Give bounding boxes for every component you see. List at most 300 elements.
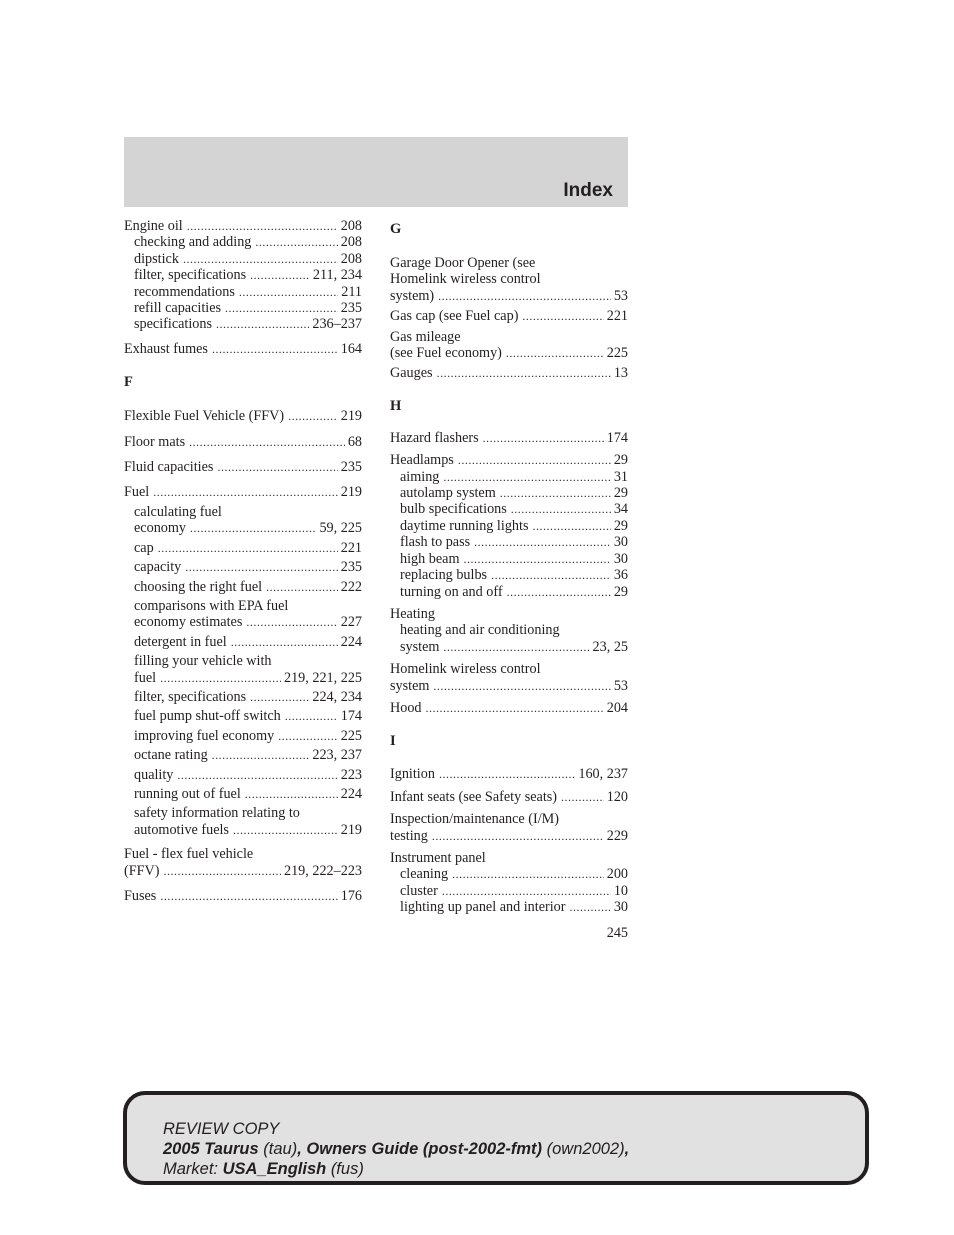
index-term: high beam bbox=[400, 550, 460, 567]
section-letter: H bbox=[390, 397, 402, 414]
market-line bbox=[163, 1159, 629, 1179]
index-term: filter, specifications bbox=[134, 688, 247, 705]
index-line bbox=[390, 430, 628, 446]
index-line bbox=[124, 863, 362, 879]
index-entry bbox=[390, 789, 628, 805]
index-term: Instrument panel bbox=[390, 849, 486, 866]
index-line bbox=[390, 700, 628, 716]
index-subentry bbox=[124, 653, 362, 686]
dot-leader bbox=[212, 341, 338, 357]
index-line bbox=[134, 234, 362, 250]
index-entry bbox=[390, 850, 628, 866]
index-line bbox=[390, 452, 628, 468]
dot-leader bbox=[231, 634, 338, 650]
index-term: calculating fuel bbox=[134, 503, 222, 520]
dot-leader bbox=[246, 614, 337, 630]
index-line bbox=[134, 559, 362, 575]
index-subentry bbox=[390, 501, 628, 517]
dot-leader bbox=[522, 308, 603, 324]
dot-leader bbox=[216, 316, 309, 332]
index-line bbox=[134, 614, 362, 630]
index-term: Inspection/maintenance (I/M) bbox=[390, 811, 560, 828]
dot-leader bbox=[177, 767, 337, 783]
model-code: (tau) bbox=[263, 1140, 298, 1158]
index-entry bbox=[390, 255, 628, 304]
index-line bbox=[134, 670, 362, 686]
index-line bbox=[134, 267, 362, 283]
index-term: turning on and off bbox=[400, 583, 503, 600]
page-reference: 34 bbox=[613, 501, 628, 518]
index-term: economy bbox=[134, 520, 187, 537]
index-subentry bbox=[124, 786, 362, 802]
index-entry bbox=[124, 888, 362, 904]
page-reference: 23, 25 bbox=[592, 638, 628, 655]
index-line bbox=[390, 850, 628, 866]
index-term: lighting up panel and interior bbox=[400, 899, 566, 916]
index-term: Engine oil bbox=[124, 218, 183, 234]
index-line bbox=[390, 811, 628, 827]
page-reference: 229 bbox=[606, 827, 628, 844]
index-entry bbox=[124, 846, 362, 879]
guide-code: (own2002) bbox=[546, 1140, 625, 1158]
page-reference: 235 bbox=[340, 559, 362, 576]
index-subentry bbox=[390, 899, 628, 915]
dot-leader bbox=[506, 345, 604, 361]
dot-leader bbox=[452, 866, 604, 882]
page-reference: 53 bbox=[613, 287, 628, 304]
index-line bbox=[134, 689, 362, 705]
index-term: cleaning bbox=[400, 866, 449, 883]
index-line bbox=[134, 251, 362, 267]
review-copy-label: REVIEW COPY bbox=[163, 1120, 280, 1138]
page-reference: 29 bbox=[613, 485, 628, 502]
dot-leader bbox=[464, 551, 611, 567]
index-term: Fuses bbox=[124, 888, 157, 904]
index-line bbox=[124, 434, 362, 450]
index-subentry bbox=[390, 883, 628, 899]
index-subentry bbox=[124, 316, 362, 332]
market-code: (fus) bbox=[330, 1160, 364, 1178]
index-line bbox=[400, 567, 628, 583]
dot-leader bbox=[500, 485, 611, 501]
index-subentry bbox=[124, 708, 362, 724]
index-term: specifications bbox=[134, 316, 213, 333]
index-line bbox=[134, 598, 362, 614]
index-entry bbox=[124, 408, 362, 424]
index-subentry bbox=[124, 559, 362, 575]
page-reference: 211 bbox=[341, 283, 362, 300]
index-term: filling your vehicle with bbox=[134, 653, 272, 670]
index-subentry bbox=[390, 866, 628, 882]
page-reference: 208 bbox=[340, 234, 362, 251]
index-term: Floor mats bbox=[124, 433, 186, 450]
index-line bbox=[400, 518, 628, 534]
left-index-column bbox=[124, 218, 362, 904]
index-line bbox=[400, 622, 628, 638]
dot-leader bbox=[163, 863, 280, 879]
index-term: autolamp system bbox=[400, 485, 496, 502]
index-line bbox=[390, 345, 628, 361]
index-term: system bbox=[400, 638, 440, 655]
index-line bbox=[400, 639, 628, 655]
index-subentry bbox=[124, 767, 362, 783]
index-subentry bbox=[390, 518, 628, 534]
index-subentry bbox=[124, 504, 362, 537]
dot-leader bbox=[439, 766, 575, 782]
index-line bbox=[134, 540, 362, 556]
page-reference: 219, 221, 225 bbox=[283, 669, 362, 686]
index-line bbox=[400, 883, 628, 899]
index-subentry bbox=[124, 805, 362, 838]
index-subentry bbox=[390, 534, 628, 550]
document-info-line bbox=[163, 1139, 629, 1159]
index-line bbox=[134, 786, 362, 802]
dot-leader bbox=[266, 579, 338, 595]
dot-leader bbox=[189, 434, 345, 450]
index-line bbox=[390, 789, 628, 805]
index-term: Gas cap (see Fuel cap) bbox=[390, 308, 519, 325]
index-term: fuel bbox=[134, 669, 157, 686]
page-reference: 30 bbox=[613, 550, 628, 567]
index-entry bbox=[124, 341, 362, 357]
index-subentry bbox=[390, 469, 628, 485]
index-subentry bbox=[124, 234, 362, 250]
index-line bbox=[390, 271, 628, 287]
index-line bbox=[400, 469, 628, 485]
index-subentry bbox=[390, 485, 628, 501]
dot-leader bbox=[217, 459, 337, 475]
index-line bbox=[134, 805, 362, 821]
index-line bbox=[134, 708, 362, 724]
index-line bbox=[134, 747, 362, 763]
page-reference: 174 bbox=[606, 429, 628, 446]
index-line bbox=[124, 459, 362, 475]
page-reference: 227 bbox=[340, 614, 362, 631]
index-term: heating and air conditioning bbox=[400, 622, 560, 639]
dot-leader bbox=[185, 559, 337, 575]
index-term: system) bbox=[390, 287, 435, 304]
index-line bbox=[134, 822, 362, 838]
index-term: filter, specifications bbox=[134, 267, 247, 284]
dot-leader bbox=[438, 288, 611, 304]
dot-leader bbox=[250, 689, 309, 705]
index-term: choosing the right fuel bbox=[134, 578, 263, 595]
section-letter: F bbox=[124, 374, 133, 391]
index-header-band bbox=[124, 137, 628, 207]
index-entry bbox=[390, 766, 628, 782]
section-letter: G bbox=[390, 221, 402, 237]
market-name: USA_English bbox=[222, 1160, 327, 1178]
index-subentry bbox=[124, 300, 362, 316]
page-reference: 13 bbox=[613, 365, 628, 382]
index-subentry bbox=[124, 598, 362, 631]
review-copy-box bbox=[123, 1091, 869, 1185]
dot-leader bbox=[250, 267, 310, 283]
model-name: 2005 Taurus bbox=[163, 1140, 259, 1158]
index-term: Exhaust fumes bbox=[124, 340, 208, 357]
index-entry bbox=[390, 329, 628, 362]
index-term: checking and adding bbox=[134, 234, 252, 251]
index-subentry bbox=[390, 622, 628, 655]
index-line bbox=[124, 846, 362, 862]
index-term: safety information relating to bbox=[134, 805, 300, 822]
dot-leader bbox=[153, 484, 337, 500]
index-line bbox=[134, 579, 362, 595]
index-term: system bbox=[390, 677, 430, 694]
index-term: Ignition bbox=[390, 766, 435, 783]
index-term: economy estimates bbox=[134, 614, 243, 631]
index-line bbox=[390, 329, 628, 345]
dot-leader bbox=[158, 540, 338, 556]
page-reference: 53 bbox=[613, 677, 628, 694]
index-entry bbox=[390, 606, 628, 622]
index-subentry bbox=[124, 689, 362, 705]
index-entry bbox=[390, 430, 628, 446]
index-term: (see Fuel economy) bbox=[390, 345, 502, 362]
index-term: quality bbox=[134, 766, 174, 783]
page-reference: 204 bbox=[606, 699, 628, 716]
index-entry bbox=[390, 661, 628, 694]
index-line bbox=[400, 534, 628, 550]
index-entry bbox=[390, 700, 628, 716]
index-entry bbox=[390, 811, 628, 844]
page-reference: 68 bbox=[347, 433, 362, 450]
page-reference: 219 bbox=[340, 821, 362, 838]
page-reference: 29 bbox=[613, 517, 628, 534]
dot-leader bbox=[239, 284, 338, 300]
guide-name: Owners Guide (post-2002-fmt) bbox=[306, 1140, 543, 1158]
index-subentry bbox=[124, 747, 362, 763]
page-reference: 224 bbox=[340, 633, 362, 650]
index-entry bbox=[124, 484, 362, 500]
dot-leader bbox=[285, 708, 338, 724]
index-line bbox=[390, 678, 628, 694]
dot-leader bbox=[225, 300, 338, 316]
index-term: detergent in fuel bbox=[134, 633, 227, 650]
dot-leader bbox=[433, 678, 610, 694]
index-line bbox=[390, 255, 628, 271]
index-line bbox=[124, 341, 362, 357]
page-reference: 224 bbox=[340, 785, 362, 802]
page-reference: 174 bbox=[340, 708, 362, 725]
dot-leader bbox=[491, 567, 611, 583]
dot-leader bbox=[233, 822, 338, 838]
index-line bbox=[390, 766, 628, 782]
page-reference: 31 bbox=[613, 468, 628, 485]
dot-leader bbox=[160, 670, 281, 686]
page-reference: 36 bbox=[613, 567, 628, 584]
index-line bbox=[134, 767, 362, 783]
dot-leader bbox=[426, 700, 604, 716]
index-term: Gauges bbox=[390, 365, 433, 382]
index-line bbox=[124, 888, 362, 904]
page-reference: 235 bbox=[340, 459, 362, 476]
index-subentry bbox=[124, 251, 362, 267]
dot-leader bbox=[443, 469, 610, 485]
index-term: comparisons with EPA fuel bbox=[134, 597, 289, 614]
dot-leader bbox=[483, 430, 604, 446]
page-reference: 30 bbox=[613, 899, 628, 916]
dot-leader bbox=[432, 828, 604, 844]
page-reference: 208 bbox=[340, 218, 362, 234]
index-line bbox=[400, 584, 628, 600]
dot-leader bbox=[190, 520, 316, 536]
index-subentry bbox=[390, 584, 628, 600]
index-subentry bbox=[124, 728, 362, 744]
index-subentry bbox=[124, 579, 362, 595]
index-term: capacity bbox=[134, 559, 182, 576]
index-line bbox=[390, 606, 628, 622]
index-entry bbox=[390, 452, 628, 468]
index-term: Fuel - flex fuel vehicle bbox=[124, 846, 254, 863]
index-line bbox=[390, 661, 628, 677]
page-reference: 10 bbox=[613, 882, 628, 899]
index-term: Fluid capacities bbox=[124, 459, 214, 476]
index-entry bbox=[390, 365, 628, 381]
separator: , bbox=[297, 1140, 302, 1158]
index-term: Garage Door Opener (see bbox=[390, 255, 536, 271]
index-term: automotive fuels bbox=[134, 821, 229, 838]
right-index-column bbox=[390, 218, 628, 916]
index-line bbox=[124, 218, 362, 234]
index-line bbox=[134, 728, 362, 744]
index-term: cluster bbox=[400, 882, 438, 899]
index-term: improving fuel economy bbox=[134, 727, 275, 744]
page-reference: 236–237 bbox=[312, 316, 362, 333]
dot-leader bbox=[183, 251, 338, 267]
index-term: Fuel bbox=[124, 484, 150, 501]
index-line bbox=[134, 504, 362, 520]
dot-leader bbox=[442, 883, 611, 899]
index-entry bbox=[390, 308, 628, 324]
index-subentry bbox=[124, 284, 362, 300]
index-line bbox=[400, 501, 628, 517]
index-term: (FFV) bbox=[124, 862, 160, 879]
page-number: 245 bbox=[606, 925, 628, 941]
dot-leader bbox=[245, 786, 338, 802]
index-line bbox=[134, 316, 362, 332]
index-line bbox=[134, 284, 362, 300]
index-entry bbox=[124, 434, 362, 450]
index-term: Heating bbox=[390, 605, 435, 622]
dot-leader bbox=[561, 789, 604, 805]
dot-leader bbox=[437, 365, 611, 381]
index-subentry bbox=[124, 267, 362, 283]
page-reference: 223 bbox=[340, 766, 362, 783]
index-line bbox=[400, 866, 628, 882]
index-line bbox=[390, 308, 628, 324]
index-subentry bbox=[124, 634, 362, 650]
page-reference: 29 bbox=[613, 452, 628, 469]
review-copy-text bbox=[163, 1119, 629, 1179]
index-line bbox=[400, 551, 628, 567]
index-term: bulb specifications bbox=[400, 501, 507, 518]
index-subentry bbox=[390, 551, 628, 567]
page-reference: 224, 234 bbox=[312, 688, 362, 705]
index-entry bbox=[124, 218, 362, 234]
page-reference: 164 bbox=[340, 340, 362, 357]
dot-leader bbox=[255, 234, 337, 250]
dot-leader bbox=[507, 584, 611, 600]
dot-leader bbox=[532, 518, 610, 534]
separator: , bbox=[624, 1140, 630, 1158]
page-reference: 219, 222–223 bbox=[283, 862, 362, 879]
index-line bbox=[134, 653, 362, 669]
page-reference: 200 bbox=[606, 866, 628, 883]
index-term: Homelink wireless control bbox=[390, 271, 541, 288]
index-term: Gas mileage bbox=[390, 328, 461, 345]
index-subentry bbox=[390, 567, 628, 583]
index-line bbox=[124, 484, 362, 500]
index-line bbox=[390, 365, 628, 381]
dot-leader bbox=[278, 728, 337, 744]
index-term: Headlamps bbox=[390, 452, 454, 469]
index-term: Infant seats (see Safety seats) bbox=[390, 788, 558, 805]
index-entry bbox=[124, 459, 362, 475]
index-term: refill capacities bbox=[134, 300, 222, 317]
page-reference: 219 bbox=[340, 484, 362, 501]
dot-leader bbox=[569, 899, 610, 915]
page-reference: 120 bbox=[606, 788, 628, 805]
index-term: octane rating bbox=[134, 747, 208, 764]
index-term: Hazard flashers bbox=[390, 429, 479, 446]
page-reference: 59, 225 bbox=[319, 520, 362, 537]
index-term: aiming bbox=[400, 468, 440, 485]
market-label: Market: bbox=[163, 1160, 219, 1178]
index-line bbox=[400, 899, 628, 915]
dot-leader bbox=[443, 639, 589, 655]
page-reference: 221 bbox=[606, 308, 628, 325]
page-reference: 160, 237 bbox=[578, 766, 628, 783]
index-line bbox=[390, 288, 628, 304]
index-term: cap bbox=[134, 539, 154, 556]
dot-leader bbox=[288, 408, 338, 424]
dot-leader bbox=[160, 888, 337, 904]
page-reference: 208 bbox=[340, 250, 362, 267]
index-term: dipstick bbox=[134, 250, 179, 267]
index-title: Index bbox=[563, 180, 613, 201]
index-line bbox=[134, 300, 362, 316]
page-reference: 176 bbox=[340, 888, 362, 904]
page-reference: 223, 237 bbox=[312, 747, 362, 764]
dot-leader bbox=[458, 452, 611, 468]
page-reference: 219 bbox=[340, 408, 362, 425]
index-term: Homelink wireless control bbox=[390, 661, 541, 678]
page-reference: 235 bbox=[340, 300, 362, 317]
page-reference: 225 bbox=[606, 345, 628, 362]
index-term: fuel pump shut-off switch bbox=[134, 708, 281, 725]
page-reference: 225 bbox=[340, 727, 362, 744]
page-reference: 30 bbox=[613, 534, 628, 551]
page-reference: 211, 234 bbox=[312, 267, 362, 284]
dot-leader bbox=[474, 534, 611, 550]
dot-leader bbox=[212, 747, 310, 763]
page-reference: 222 bbox=[340, 578, 362, 595]
index-term: testing bbox=[390, 827, 428, 844]
index-term: daytime running lights bbox=[400, 517, 529, 534]
index-term: recommendations bbox=[134, 283, 235, 300]
index-subentry bbox=[124, 540, 362, 556]
index-line bbox=[400, 485, 628, 501]
index-line bbox=[124, 408, 362, 424]
page-reference: 29 bbox=[613, 583, 628, 600]
index-term: replacing bulbs bbox=[400, 567, 488, 584]
index-term: Flexible Fuel Vehicle (FFV) bbox=[124, 408, 285, 425]
index-term: running out of fuel bbox=[134, 785, 241, 802]
index-line bbox=[134, 634, 362, 650]
dot-leader bbox=[187, 218, 338, 234]
page-reference: 221 bbox=[340, 539, 362, 556]
